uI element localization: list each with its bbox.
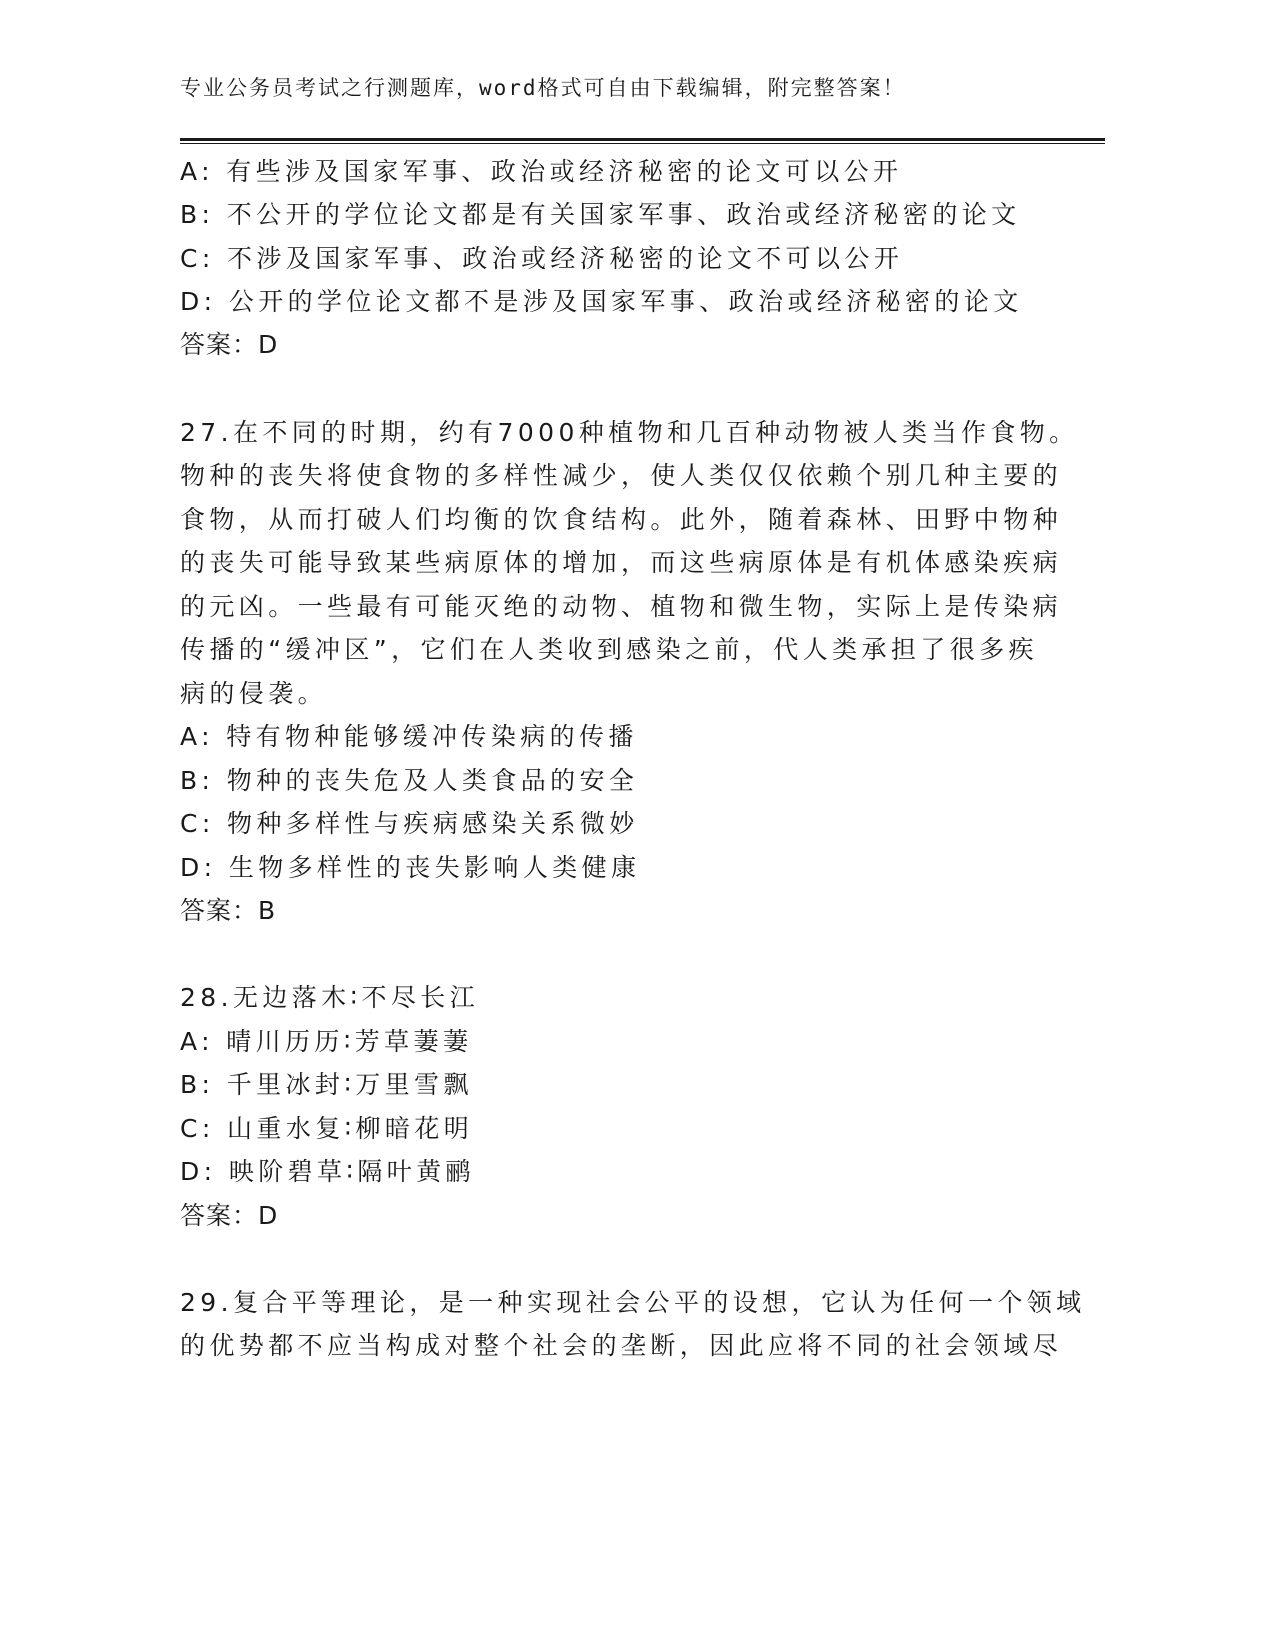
q26-option-d: D: 公开的学位论文都不是涉及国家军事、政治或经济秘密的论文 <box>180 287 1023 316</box>
q27-stem-line-7: 病的侵袭。 <box>180 679 328 708</box>
q27-stem-line-1: 27.在不同的时期，约有7000种植物和几百种动物被人类当作食物。 <box>180 418 1079 447</box>
q29-stem-line-2: 的优势都不应当构成对整个社会的垄断，因此应将不同的社会领域尽 <box>180 1331 1063 1360</box>
q26-option-c: C: 不涉及国家军事、政治或经济秘密的论文不可以公开 <box>180 244 904 273</box>
header-divider-thick <box>180 138 1105 141</box>
q27-stem-line-4: 的丧失可能导致某些病原体的增加，而这些病原体是有机体感染疾病 <box>180 548 1063 577</box>
q27-option-a: A: 特有物种能够缓冲传染病的传播 <box>180 722 638 751</box>
q27-option-c: C: 物种多样性与疾病感染关系微妙 <box>180 809 639 838</box>
header-divider-thin <box>180 143 1105 144</box>
q27-answer: 答案：B <box>180 896 277 925</box>
q27-stem-line-5: 的元凶。一些最有可能灭绝的动物、植物和微生物，实际上是传染病 <box>180 592 1063 621</box>
q28-option-b: B: 千里冰封∶万里雪飘 <box>180 1070 473 1099</box>
header-divider <box>180 138 1105 144</box>
q26-option-b: B: 不公开的学位论文都是有关国家军事、政治或经济秘密的论文 <box>180 200 1021 229</box>
q28-answer: 答案：D <box>180 1201 279 1230</box>
q27-option-b: B: 物种的丧失危及人类食品的安全 <box>180 766 639 795</box>
q26-answer: 答案：D <box>180 330 279 359</box>
q27-stem-line-2: 物种的丧失将使食物的多样性减少，使人类仅仅依赖个别几种主要的 <box>180 461 1063 490</box>
q29-stem-line-1: 29.复合平等理论，是一种实现社会公平的设想，它认为任何一个领域 <box>180 1288 1086 1317</box>
q27-stem-line-6: 传播的“缓冲区”，它们在人类收到感染之前，代人类承担了很多疾 <box>180 635 1038 664</box>
page-header: 专业公务员考试之行测题库，word格式可自由下载编辑，附完整答案！ <box>180 76 906 100</box>
q27-stem-line-3: 食物，从而打破人们均衡的饮食结构。此外，随着森林、田野中物种 <box>180 505 1063 534</box>
q28-stem: 28.无边落木∶不尽长江 <box>180 983 480 1012</box>
q28-option-c: C: 山重水复∶柳暗花明 <box>180 1114 474 1143</box>
q28-option-a: A: 晴川历历∶芳草萋萋 <box>180 1027 473 1056</box>
q26-option-a: A: 有些涉及国家军事、政治或经济秘密的论文可以公开 <box>180 157 903 186</box>
q27-option-d: D: 生物多样性的丧失影响人类健康 <box>180 853 641 882</box>
q28-option-d: D: 映阶碧草∶隔叶黄鹂 <box>180 1157 475 1186</box>
